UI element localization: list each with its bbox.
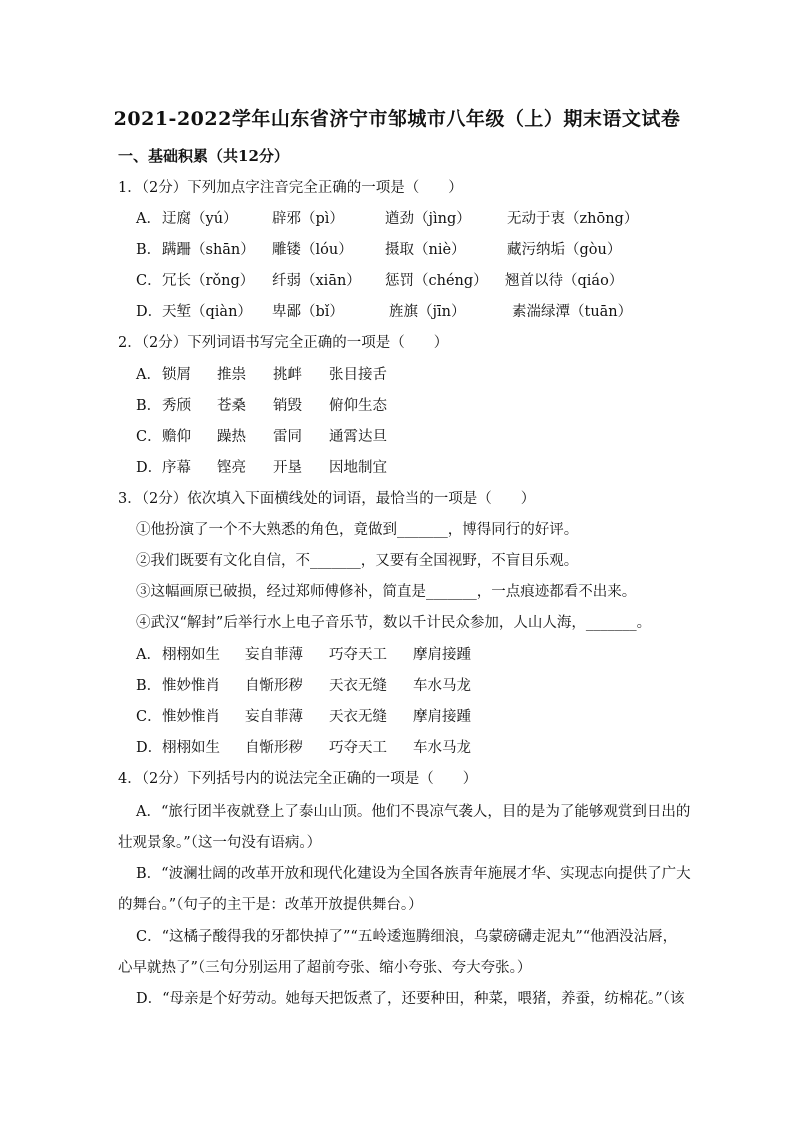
question-3-sentence: ①他扮演了一个不大熟悉的角色，竟做到_______，博得同行的好评。 xyxy=(136,522,579,538)
option-item: 锁屑 xyxy=(162,367,191,383)
question-3-stem: 3．（2分）依次填入下面横线处的词语，最恰当的一项是（ ） xyxy=(118,491,536,507)
option-item: 摩肩接踵 xyxy=(413,647,471,663)
option-item: 卑鄙（bǐ） xyxy=(272,304,344,320)
option-item: 推祟 xyxy=(217,367,246,383)
option-item: 张目接舌 xyxy=(329,367,387,383)
option-label: B． xyxy=(136,678,162,694)
option-item: 迂腐（yú） xyxy=(162,211,238,227)
question-4-option-text: C．“这橘子酸得我的牙都快掉了”“五岭逶迤腾细浪，乌蒙磅礴走泥丸”“他酒没沾唇， xyxy=(136,929,678,945)
option-label: B． xyxy=(136,242,162,258)
option-item: 苍桑 xyxy=(217,398,246,414)
option-item: 开垦 xyxy=(273,460,302,476)
question-2-stem: 2．（2分）下列词语书写完全正确的一项是（ ） xyxy=(118,335,449,351)
option-item: 蹒跚（shān） xyxy=(162,242,255,258)
option-label: C． xyxy=(136,273,162,289)
option-item: 纤弱（xiān） xyxy=(272,273,361,289)
option-label: A． xyxy=(136,367,161,383)
option-item: 躁热 xyxy=(217,429,246,445)
option-item: 序幕 xyxy=(162,460,191,476)
question-4-option-text: 心早就热了”（三句分别运用了超前夸张、缩小夸张、夸大夸张。） xyxy=(118,960,532,976)
section-heading: 一、基础积累（共12分） xyxy=(118,147,289,165)
option-item: 俯仰生态 xyxy=(329,398,387,414)
question-4-stem: 4．（2分）下列括号内的说法完全正确的一项是（ ） xyxy=(118,771,478,787)
question-4-option-text: D．“母亲是个好劳动。她每天把饭煮了，还要种田，种菜，喂猪，养蚕，纺棉花。”（该 xyxy=(136,991,685,1007)
option-item: 翘首以待（qiáo） xyxy=(505,273,624,289)
option-item: 雕镂（lóu） xyxy=(272,242,353,258)
option-item: 栩栩如生 xyxy=(162,647,220,663)
option-item: 巧夺天工 xyxy=(329,740,387,756)
option-item: 天衣无缝 xyxy=(329,678,387,694)
option-item: 辟邪（pì） xyxy=(272,211,344,227)
question-1-stem: 1．（2分）下列加点字注音完全正确的一项是（ ） xyxy=(118,180,463,196)
question-4-option-text: B．“波澜壮阔的改革开放和现代化建设为全国各族青年施展才华、实现志向提供了广大 xyxy=(136,866,691,882)
option-item: 冗长（rǒng） xyxy=(162,273,255,289)
question-3-sentence: ③这幅画原已破损，经过郑师傅修补，简直是_______，一点痕迹都看不出来。 xyxy=(136,584,637,600)
question-4-option-text: 的舞台。”（句子的主干是：改革开放提供舞台。） xyxy=(118,897,423,913)
option-item: 铿亮 xyxy=(217,460,246,476)
option-item: 挑衅 xyxy=(273,367,302,383)
option-item: 藏污纳垢（gòu） xyxy=(507,242,622,258)
option-item: 因地制宜 xyxy=(329,460,387,476)
option-item: 妄自菲薄 xyxy=(245,647,303,663)
option-item: 车水马龙 xyxy=(413,678,471,694)
option-label: C． xyxy=(136,709,162,725)
option-item: 遒劲（jìng） xyxy=(385,211,471,227)
option-item: 摄取（niè） xyxy=(385,242,466,258)
option-item: 摩肩接踵 xyxy=(413,709,471,725)
option-item: 销毁 xyxy=(273,398,302,414)
page-title: 2021-2022学年山东省济宁市邹城市八年级（上）期末语文试卷 xyxy=(113,108,681,130)
option-item: 巧夺天工 xyxy=(329,647,387,663)
option-item: 妄自菲薄 xyxy=(245,709,303,725)
option-item: 旌旗（jīn） xyxy=(389,304,466,320)
option-label: D． xyxy=(136,304,163,320)
option-item: 天衣无缝 xyxy=(329,709,387,725)
option-item: 雷同 xyxy=(273,429,302,445)
question-3-sentence: ②我们既要有文化自信，不_______，又要有全国视野，不盲目乐观。 xyxy=(136,553,579,569)
option-item: 自惭形秽 xyxy=(245,678,303,694)
option-item: 素湍绿潭（tuān） xyxy=(512,304,633,320)
option-label: D． xyxy=(136,740,163,756)
option-item: 无动于衷（zhōng） xyxy=(507,211,639,227)
option-item: 惟妙惟肖 xyxy=(162,678,220,694)
option-label: D． xyxy=(136,460,163,476)
option-label: A． xyxy=(136,647,161,663)
option-item: 惩罚（chéng） xyxy=(385,273,488,289)
option-item: 秀颀 xyxy=(162,398,191,414)
option-item: 通霄达旦 xyxy=(329,429,387,445)
option-label: B． xyxy=(136,398,162,414)
option-item: 栩栩如生 xyxy=(162,740,220,756)
option-label: C． xyxy=(136,429,162,445)
question-4-option-text: 壮观景象。”（这一句没有语病。） xyxy=(118,835,322,851)
option-item: 自惭形秽 xyxy=(245,740,303,756)
option-item: 惟妙惟肖 xyxy=(162,709,220,725)
option-item: 车水马龙 xyxy=(413,740,471,756)
option-item: 天堑（qiàn） xyxy=(162,304,252,320)
option-label: A． xyxy=(136,211,161,227)
question-3-sentence: ④武汉“解封”后举行水上电子音乐节，数以千计民众参加，人山人海，_______。 xyxy=(136,615,652,631)
option-item: 赡仰 xyxy=(162,429,191,445)
question-4-option-text: A．“旅行团半夜就登上了泰山山顶。他们不畏凉气袭人，目的是为了能够观赏到日出的 xyxy=(136,804,691,820)
